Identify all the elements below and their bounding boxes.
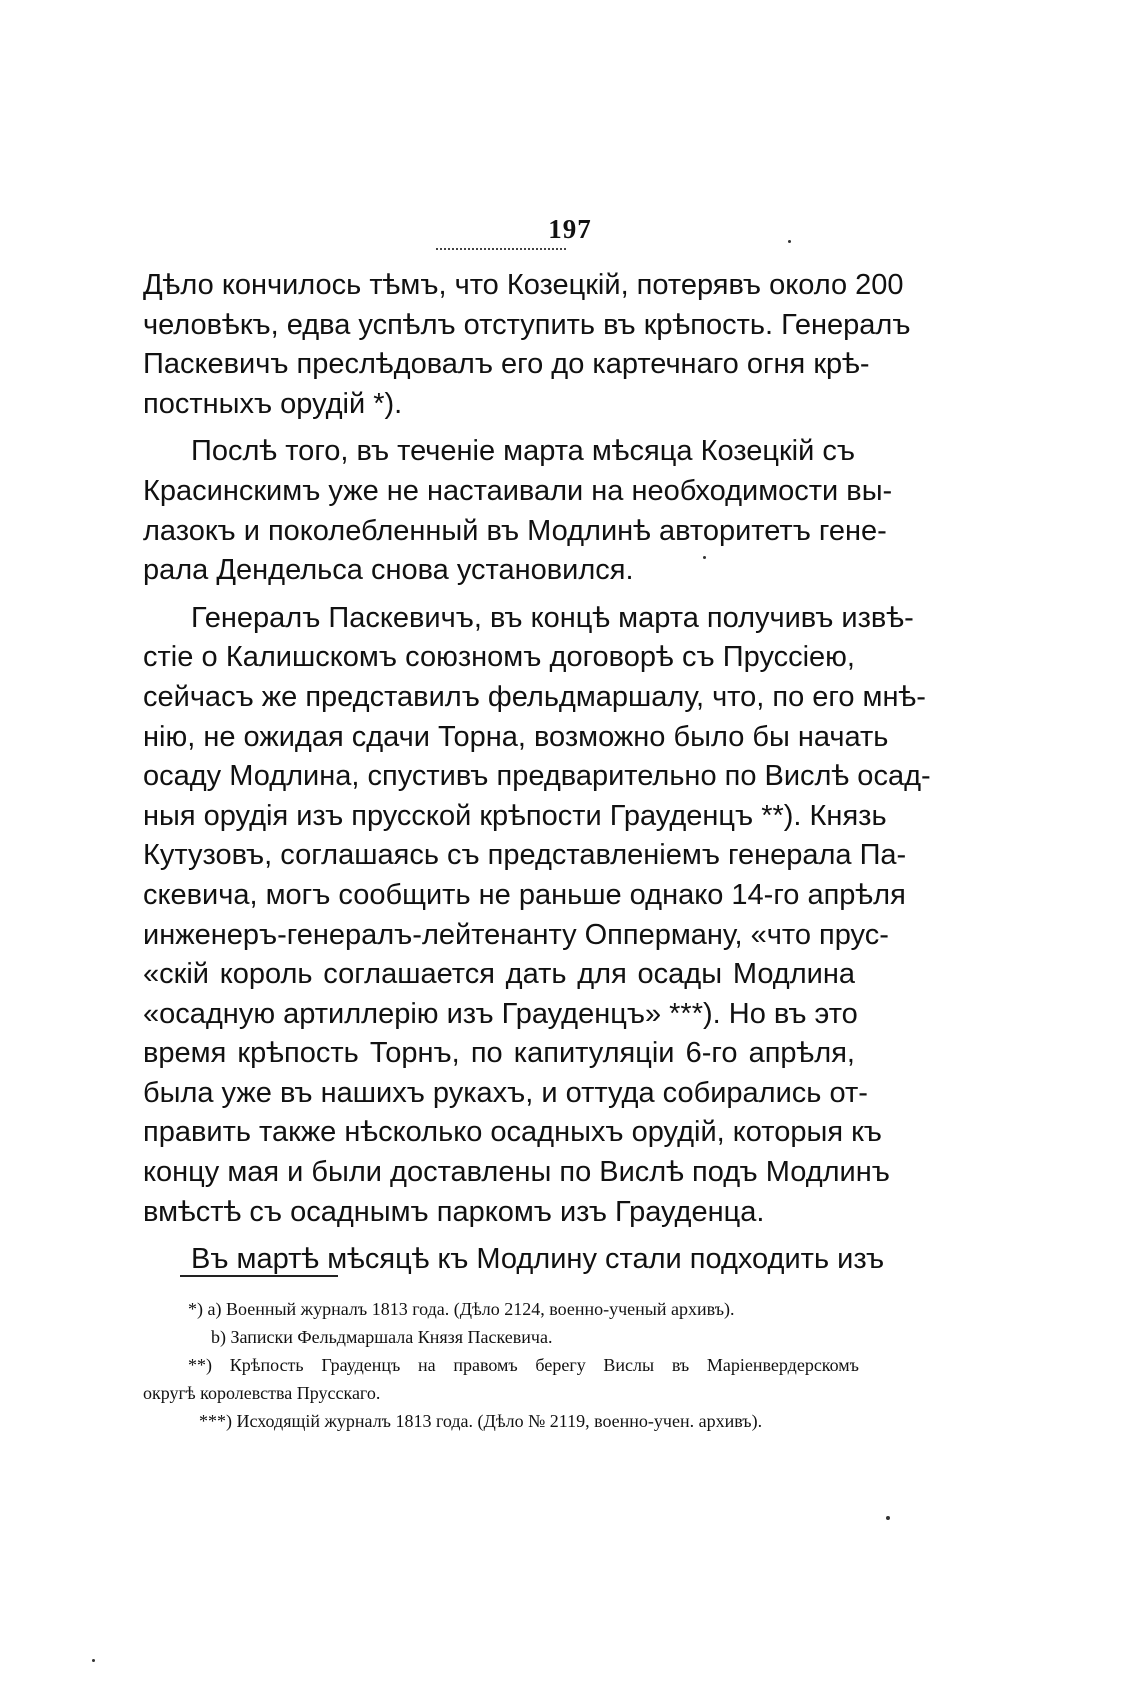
scan-speck xyxy=(788,240,791,243)
body-line: инженеръ-генералъ-лейтенанту Опперману, «что прус- xyxy=(143,918,889,951)
body-line: время крѣпость Торнъ, по капитуляціи 6-го апрѣля, xyxy=(143,1037,855,1070)
body-line: Генералъ Паскевичъ, въ концѣ марта получивъ извѣ- xyxy=(191,601,914,634)
body-line: Дѣло кончилось тѣмъ, что Козецкій, потерявъ около 200 xyxy=(143,269,904,301)
body-line: скевича, могъ сообщить не раньше однако 14-го апрѣля xyxy=(143,878,906,911)
scan-speck xyxy=(703,556,706,559)
body-line: Красинскимъ уже не настаивали на необходимости вы- xyxy=(143,474,893,507)
body-line: Паскевичъ преслѣдовалъ его до картечнаго огня крѣ- xyxy=(143,348,870,381)
body-line: нію, не ожидая сдачи Торна, возможно было бы начать xyxy=(143,720,889,753)
body-line: постныхъ орудій *). xyxy=(143,387,403,420)
body-text xyxy=(143,266,931,1280)
body-line: концу мая и были доставлены по Вислѣ подъ Модлинъ xyxy=(143,1156,890,1189)
body-line: стіе о Калишскомъ союзномъ договорѣ съ Пруссіею, xyxy=(143,641,855,674)
body-line: править также нѣсколько осадныхъ орудій, которыя къ xyxy=(143,1116,882,1149)
body-line: вмѣстѣ съ осаднымъ паркомъ изъ Грауденца. xyxy=(143,1195,765,1228)
paragraph-gap xyxy=(143,1232,855,1240)
footnote-line: b) Записки Фельдмаршала Князя Паскевича. xyxy=(211,1327,553,1347)
body-line: была уже въ нашихъ рукахъ, и оттуда собирались от- xyxy=(143,1076,868,1109)
body-line: Послѣ того, въ теченіе марта мѣсяца Козецкій съ xyxy=(191,435,855,468)
paragraph-gap xyxy=(143,424,855,432)
body-line: осаду Модлина, спустивъ предварительно по Вислѣ осад- xyxy=(143,760,931,793)
body-line: Кутузовъ, соглашаясь съ представленіемъ генерала Па- xyxy=(143,839,907,872)
body-line: Въ мартѣ мѣсяцѣ къ Модлину стали подходить изъ xyxy=(191,1243,885,1276)
body-line: ныя орудія изъ прусской крѣпости Грауденцъ **). Князь xyxy=(143,799,887,832)
body-line: сейчасъ же представилъ фельдмаршалу, что, по его мнѣ- xyxy=(143,680,926,713)
footnote-line: *) a) Военный журналъ 1813 года. (Дѣло 2124, военно-ученый архивъ). xyxy=(188,1299,735,1319)
body-line: лазокъ и поколебленный въ Модлинѣ авторитетъ гене- xyxy=(143,514,887,547)
page-number-ornament xyxy=(436,248,566,250)
footnotes xyxy=(143,1295,859,1435)
footnote-separator xyxy=(180,1275,338,1277)
body-line: «осадную артиллерію изъ Грауденцъ» ***). Но въ это xyxy=(143,997,858,1030)
body-line: «скій король соглашается дать для осады Модлина xyxy=(143,958,855,991)
footnote-line: округѣ королевства Прусскаго. xyxy=(143,1383,381,1403)
scan-speck xyxy=(886,1516,890,1520)
scan-speck xyxy=(92,1659,95,1662)
page-number: 197 xyxy=(548,214,592,244)
body-line: рала Дендельса снова установился. xyxy=(143,554,634,587)
footnote-line: ***) Исходящій журналъ 1813 года. (Дѣло № 2119, военно-учен. архивъ). xyxy=(199,1411,763,1431)
paragraph-gap xyxy=(143,591,855,599)
footnote-line: **) Крѣпость Грауденцъ на правомъ берегу Вислы въ Маріенвердерскомъ xyxy=(188,1355,859,1375)
body-line: человѣкъ, едва успѣлъ отступить въ крѣпость. Генералъ xyxy=(143,308,911,341)
